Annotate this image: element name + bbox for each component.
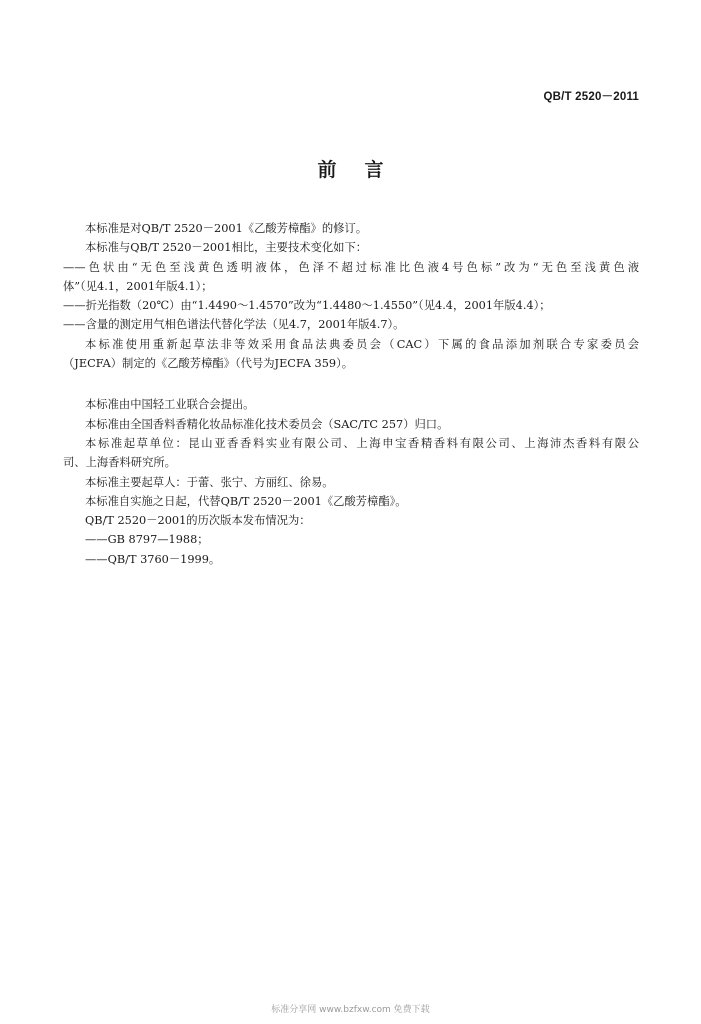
paragraph-line: 本标准自实施之日起，代替QB/T 2520－2001《乙酸芳樟酯》。 bbox=[85, 494, 407, 508]
paragraph-gap bbox=[63, 373, 639, 395]
paragraph-line: 本标准使用重新起草法非等效采用食品法典委员会（CAC）下属的食品添加剂联合专家委员会 bbox=[85, 337, 639, 351]
foreword-body bbox=[63, 219, 639, 569]
change-item-line: 体”（见4.1，2001年版4.1）； bbox=[63, 279, 213, 293]
standard-code: QB/T 2520－2011 bbox=[543, 91, 639, 103]
paragraph-line: QB/T 2520－2001的历次版本发布情况为： bbox=[85, 514, 311, 528]
change-item-line: ——折光指数（20℃）由“1.4490～1.4570”改为“1.4480～1.4550”（见4.4，2001年版4.4）； bbox=[63, 299, 551, 313]
paragraph-line: 本标准起草单位：昆山亚香香料实业有限公司、上海申宝香精香料有限公司、上海沛杰香料有限公 bbox=[85, 436, 639, 450]
paragraph-line: 本标准由中国轻工业联合会提出。 bbox=[85, 398, 255, 412]
paragraph-line: 本标准是对QB/T 2520－2001《乙酸芳樟酯》的修订。 bbox=[85, 222, 368, 235]
footer-watermark: 标准分享网 www.bzfxw.com 免费下载 bbox=[271, 1005, 430, 1015]
paragraph-line: 本标准与QB/T 2520－2001相比，主要技术变化如下： bbox=[85, 241, 368, 255]
paragraph-line: 本标准由全国香料香精化妆品标准化技术委员会（SAC/TC 257）归口。 bbox=[85, 417, 449, 431]
paragraph-line: 司、上海香料研究所。 bbox=[63, 456, 176, 470]
history-item-line: ——GB 8797—1988； bbox=[85, 533, 209, 547]
paragraph-line: （JECFA）制定的《乙酸芳樟酯》（代号为JECFA 359）。 bbox=[63, 357, 354, 371]
paragraph-line: 本标准主要起草人：于蕾、张宁、方丽红、徐易。 bbox=[85, 475, 334, 489]
change-item-line: ——含量的测定用气相色谱法代替化学法（见4.7，2001年版4.7）。 bbox=[63, 318, 405, 332]
page-title: 前言 bbox=[317, 159, 412, 181]
history-item-line: ——QB/T 3760－1999。 bbox=[85, 552, 221, 566]
change-item-line: ——色状由“无色至浅黄色透明液体，色泽不超过标准比色液4号色标”改为“无色至浅黄色液 bbox=[63, 260, 639, 274]
